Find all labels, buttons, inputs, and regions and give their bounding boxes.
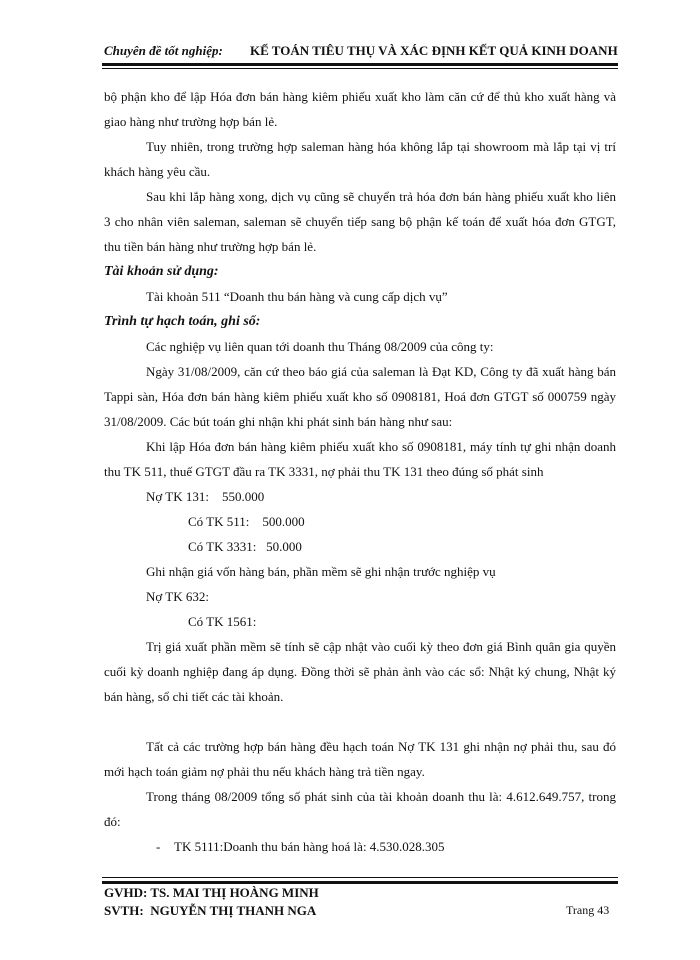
- entry-credit-1561: Có TK 1561:: [188, 614, 257, 629]
- footer-supervisor: GVHD: TS. MAI THỊ HOÀNG MINH: [104, 885, 319, 900]
- header-title: KẾ TOÁN TIÊU THỤ VÀ XÁC ĐỊNH KẾT QUẢ KINH DOANH: [250, 43, 618, 58]
- paragraph-11: Trong tháng 08/2009 tổng số phát sinh của tài khoản doanh thu là: 4.612.649.757, trong đó:: [104, 789, 616, 829]
- entry-credit-3331: Có TK 3331: 50.000: [188, 539, 302, 554]
- bullet-text: TK 5111:Doanh thu bán hàng hoá là: 4.530.028.305: [174, 839, 445, 854]
- paragraph-2: Tuy nhiên, trong trường hợp saleman hàng hóa không lắp tại showroom mà lắp tại vị trí khách hàng yêu cầu.: [104, 139, 616, 179]
- heading-procedure: Trình tự hạch toán, ghi sổ:: [104, 314, 261, 329]
- header-rule: [102, 63, 618, 66]
- page-number: Trang 43: [566, 903, 610, 917]
- page-header: [102, 40, 618, 62]
- paragraph-3: Sau khi lắp hàng xong, dịch vụ cũng sẽ chuyển trả hóa đơn bán hàng phiếu xuất kho liên 3 cho nhân viên saleman, saleman sẽ chuyển tiếp sang bộ phận kế toán để xuất hóa đơn GTGT, thu tiền bán hàng như trường hợp bán lẻ.: [104, 189, 616, 254]
- spacer: [104, 709, 616, 734]
- footer-student: SVTH: NGUYỄN THỊ THANH NGA: [104, 903, 317, 918]
- entry-debit-131: Nợ TK 131: 550.000: [146, 489, 265, 504]
- paragraph-9: Trị giá xuất phần mềm sẽ tính sẽ cập nhật vào cuối kỳ theo đơn giá Bình quân gia quyền cuối kỳ doanh nghiệp đang áp dụng. Đồng thời sẽ phản ảnh vào các sổ: Nhật ký chung, Nhật ký bán hàng, sổ chi tiết các tài khoản.: [104, 639, 616, 704]
- header-rule-thin: [102, 68, 618, 69]
- entry-credit-511: Có TK 511: 500.000: [188, 514, 305, 529]
- paragraph-account-511: Tài khoản 511 “Doanh thu bán hàng và cung cấp dịch vụ”: [146, 289, 448, 304]
- bullet-item: [104, 834, 616, 859]
- bullet-mark: -: [156, 839, 161, 854]
- paragraph-5: Các nghiệp vụ liên quan tới doanh thu Tháng 08/2009 của công ty:: [146, 339, 494, 354]
- paragraph-8: Ghi nhận giá vốn hàng bán, phần mềm sẽ ghi nhận trước nghiệp vụ: [146, 564, 496, 579]
- paragraph-6: Ngày 31/08/2009, căn cứ theo báo giá của saleman là Đạt KD, Công ty đã xuất hàng bán Tappi sàn, Hóa đơn bán hàng kiêm phiếu xuất kho số 0908181, Hoá đơn GTGT số 000759 ngày 31/08/2009. Các bút toán ghi nhận khi phát sinh bán hàng như sau:: [104, 364, 616, 429]
- page-body: [104, 84, 616, 859]
- heading-accounts: Tài khoản sử dụng:: [104, 264, 219, 279]
- paragraph-7: Khi lập Hóa đơn bán hàng kiêm phiếu xuất kho số 0908181, máy tính tự ghi nhận doanh thu TK 511, thuế GTGT đầu ra TK 3331, nợ phải thu TK 131 theo đúng số phát sinh: [104, 439, 616, 479]
- header-left: Chuyên đề tốt nghiệp:: [104, 43, 223, 58]
- paragraph-10: Tất cả các trường hợp bán hàng đều hạch toán Nợ TK 131 ghi nhận nợ phải thu, sau đó mới hạch toán giảm nợ phải thu nếu khách hàng trả tiền ngay.: [104, 739, 616, 779]
- entry-debit-632: Nợ TK 632:: [146, 589, 209, 604]
- footer-rule: [102, 881, 618, 884]
- footer-rule-thin: [102, 877, 618, 878]
- paragraph-1: bộ phận kho để lập Hóa đơn bán hàng kiêm phiếu xuất kho làm căn cứ để thủ kho xuất hàng và giao hàng như trường hợp bán lẻ.: [104, 89, 616, 129]
